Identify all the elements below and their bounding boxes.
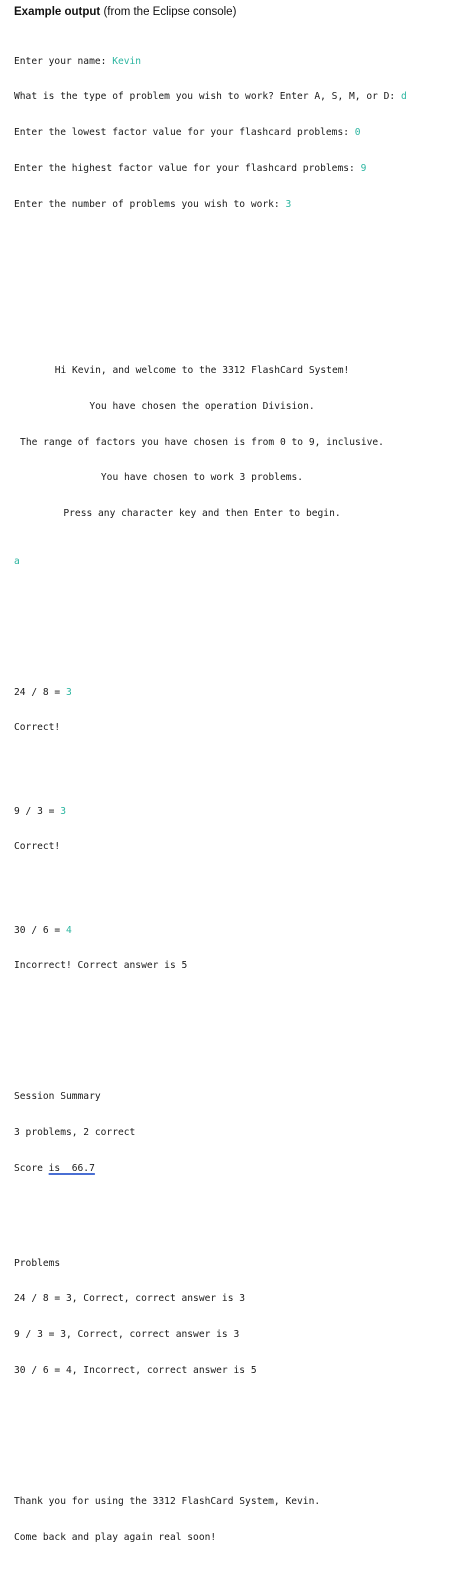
question-text: 24 / 8 = — [14, 686, 66, 698]
console-output — [14, 20, 470, 1579]
spacer — [14, 1413, 470, 1425]
start-key-line — [14, 556, 470, 568]
spacer — [14, 758, 470, 770]
answer-input: 3 — [65, 686, 72, 698]
spacer — [14, 282, 470, 294]
spacer — [14, 639, 470, 651]
spacer — [14, 1448, 470, 1460]
page — [14, 5, 470, 1579]
user-input: 0 — [354, 127, 361, 139]
problems-list-item: 9 / 3 = 3, Correct, correct answer is 3 — [14, 1329, 240, 1341]
question-text: 9 / 3 = — [14, 805, 61, 817]
summary-score — [14, 1163, 470, 1175]
problem-result: Incorrect! Correct answer is 5 — [14, 960, 188, 972]
problems-list-item: 24 / 8 = 3, Correct, correct answer is 3 — [14, 1293, 246, 1305]
heading-bold: Example output — [14, 6, 101, 18]
welcome-line: Hi Kevin, and welcome to the 3312 FlashCard System! — [54, 365, 350, 377]
welcome-line: The range of factors you have chosen is from 0 to 9, inclusive. — [20, 436, 384, 448]
problems-title: Problems — [14, 1257, 61, 1269]
farewell-line: Thank you for using the 3312 FlashCard System, Kevin. — [14, 1495, 321, 1507]
problem-result: Correct! — [14, 722, 61, 734]
score-value: is 66.7 — [48, 1162, 95, 1174]
welcome-line: You have chosen the operation Division. — [89, 400, 315, 412]
prompt-text: Enter the number of problems you wish to work: — [14, 198, 286, 210]
prompt-text: What is the type of problem you wish to work? Enter A, S, M, or D: — [14, 91, 401, 103]
prompt-highest — [14, 163, 470, 175]
welcome-line: You have chosen to work 3 problems. — [100, 472, 304, 484]
problem-question — [14, 925, 470, 937]
prompt-text: Enter the highest factor value for your flashcard problems: — [14, 162, 361, 174]
spacer — [14, 877, 470, 889]
prompt-name — [14, 56, 470, 68]
answer-input: 3 — [60, 805, 66, 817]
user-input: 3 — [285, 198, 292, 210]
spacer — [14, 603, 470, 615]
question-text: 30 / 6 = — [14, 924, 66, 936]
summary-title: Session Summary — [14, 1091, 101, 1103]
prompt-count — [14, 199, 470, 211]
welcome-line: Press any character key and then Enter to begin. — [63, 507, 341, 519]
spacer — [14, 318, 470, 330]
start-key-input: a — [14, 555, 20, 567]
prompt-text: Enter your name: — [14, 55, 113, 67]
problem-question — [14, 806, 470, 818]
problem-question — [14, 687, 470, 699]
prompt-text: Enter the lowest factor value for your flashcard problems: — [14, 127, 355, 139]
problems-list-item: 30 / 6 = 4, Incorrect, correct answer is 5 — [14, 1364, 257, 1376]
problem-result: Correct! — [14, 841, 61, 853]
spacer — [14, 1210, 470, 1222]
example-output-heading — [14, 5, 470, 20]
prompt-lowest — [14, 127, 470, 139]
answer-input: 4 — [65, 924, 72, 936]
summary-counts: 3 problems, 2 correct — [14, 1126, 136, 1138]
spacer — [14, 246, 470, 258]
prompt-type — [14, 91, 470, 103]
spacer — [14, 1008, 470, 1020]
spacer — [14, 1044, 470, 1056]
score-label: Score — [14, 1162, 49, 1174]
heading-rest: (from the Eclipse console) — [100, 6, 237, 18]
user-input: Kevin — [112, 55, 142, 67]
farewell-line: Come back and play again real soon! — [14, 1531, 217, 1543]
user-input: 9 — [360, 162, 367, 174]
user-input: d — [401, 91, 407, 103]
